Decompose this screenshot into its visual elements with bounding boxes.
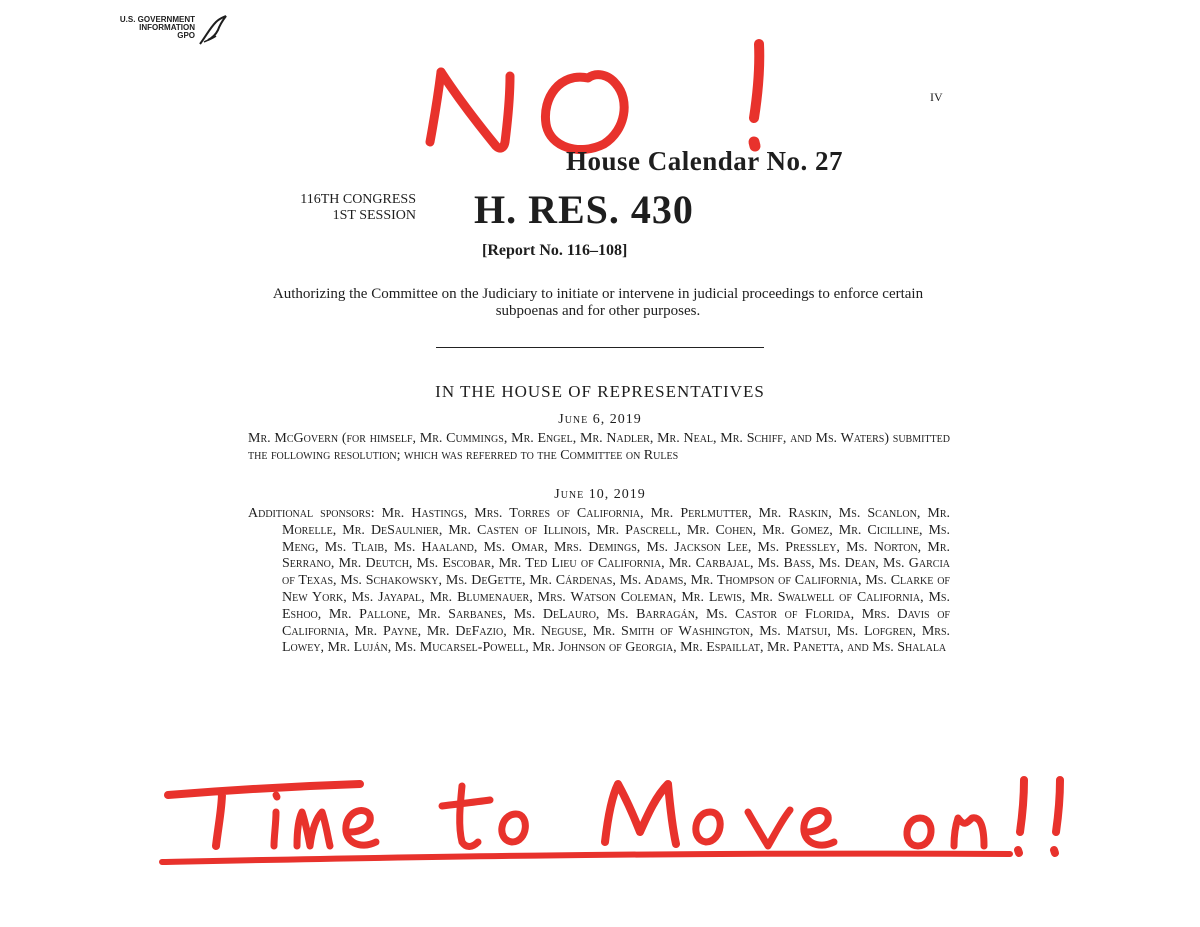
introduction-paragraph: Mr. McGovern (for himself, Mr. Cummings, Mr. Engel, Mr. Nadler, Mr. Neal, Mr. Schiff, and Ms. Waters) submitted the following resolution; which was referred to the Committee on Rules: [248, 431, 950, 463]
gpo-logo: [100, 14, 230, 48]
session-label: 1ST SESSION: [332, 208, 416, 223]
sponsors-date: June 10, 2019: [554, 487, 646, 502]
resolution-subject: Authorizing the Committee on the Judiciary to initiate or intervene in judicial proceedings to enforce certain subpoenas and for other purposes.: [272, 286, 924, 319]
house-calendar-number: House Calendar No. 27: [566, 146, 844, 176]
gpo-logo-line: U.S. GOVERNMENT: [119, 15, 195, 24]
gpo-logo-line: GPO: [177, 31, 195, 40]
introduction-date: June 6, 2019: [558, 412, 642, 427]
congress-label: 116TH CONGRESS: [300, 192, 416, 207]
resolution-number: H. RES. 430: [474, 187, 694, 232]
page-number: IV: [930, 90, 943, 104]
congress-session: [240, 192, 416, 224]
divider: [436, 347, 764, 348]
gpo-logo-text: [100, 16, 195, 40]
gpo-logo-line: INFORMATION: [139, 23, 195, 32]
chamber-title: IN THE HOUSE OF REPRESENTATIVES: [435, 382, 765, 401]
eagle-icon: [198, 14, 228, 46]
report-number: [Report No. 116–108]: [482, 242, 628, 259]
additional-sponsors-paragraph: Additional sponsors: Mr. Hastings, Mrs. Torres of California, Mr. Perlmutter, Mr. Raskin, Ms. Scanlon, Mr. Morelle, Mr. DeSaulnier, Mr. Casten of Illinois, Mr. Pascrell, Mr. Cohen, Mr. Gomez, Mr. Cicilline, Ms. Meng, Ms. Tlaib, Ms. Haaland, Ms. Omar, Mrs. Demings, Ms. Jackson Lee, Ms. Pressley, Ms. Norton, Mr. Serrano, Mr. Deutch, Ms. Escobar, Mr. Ted Lieu of California, Mr. Carbajal, Ms. Bass, Ms. Dean, Ms. Garcia of Texas, Ms. Schakowsky, Ms. DeGette, Mr. Cárdenas, Ms. Adams, Mr. Thompson of California, Ms. Clarke of New York, Ms. Jayapal, Mr. Blumenauer, Mrs. Watson Coleman, Mr. Lewis, Mr. Swalwell of California, Ms. Eshoo, Mr. Pallone, Mr. Sarbanes, Ms. DeLauro, Ms. Barragán, Ms. Castor of Florida, Mrs. Davis of California, Mr. Payne, Mr. DeFazio, Mr. Neguse, Mr. Smith of Washington, Ms. Matsui, Ms. Lofgren, Mrs. Lowey, Mr. Luján, Ms. Mucarsel-Powell, Mr. Johnson of Georgia, Mr. Espaillat, Mr. Panetta, and Ms. Shalala: [248, 506, 951, 656]
